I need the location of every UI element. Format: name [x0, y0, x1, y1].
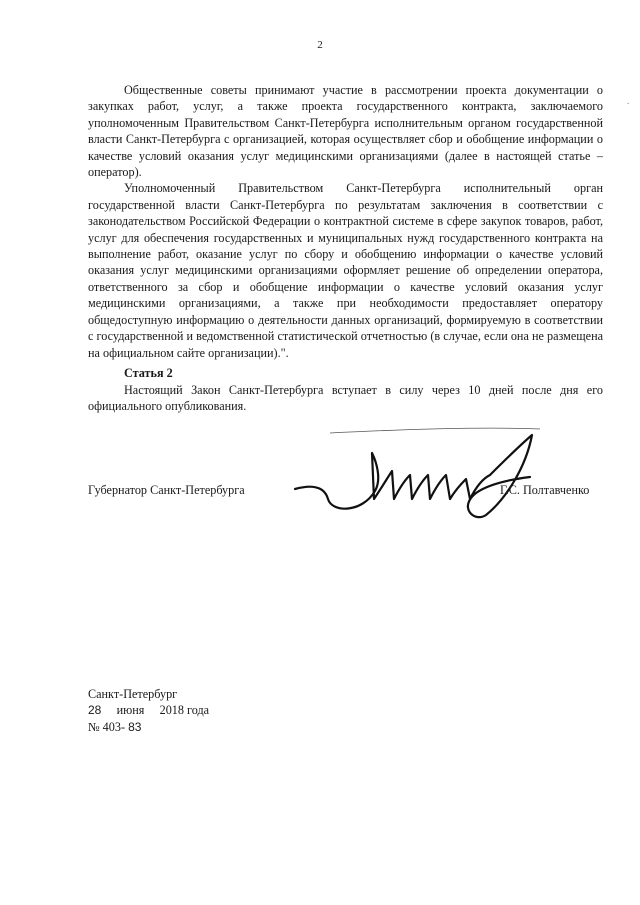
law-number-prefix: № 403- — [88, 719, 126, 734]
date-month: июня — [116, 703, 145, 718]
page-number: 2 — [317, 39, 323, 51]
footer-city: Санкт-Петербург — [88, 687, 178, 701]
paragraph-operator-decision: Уполномоченный Правительством Санкт-Петербурга исполнительный орган государственной власти Санкт-Петербурга по результатам заключения в соответствии с законодательством Российской Федерации о контрактной системе в сфере закупок товаров, работ, услуг для обеспечения государственных и муниципальных нужд государственного контракта на выполнение работ, оказание услуг по сбору и обобщению информации о качестве условий оказания услуг медицинскими организациями оформляет решение об определении оператора, ответственного за сбор и обобщение информации о качестве условий оказания услуг медицинскими организациями, а также при необходимости предоставляет оператору общедоступную информацию о деятельности данных организаций, формируемую в соответствии с государственной и ведомственной статистической отчетностью (в случае, если она не размещена на официальном сайте организации).". — [88, 181, 603, 360]
margin-mark: . — [627, 96, 630, 106]
governor-name: Г.С. Полтавченко — [500, 483, 590, 497]
date-year: 2018 года — [159, 703, 210, 718]
date-day: 28 — [88, 703, 102, 718]
article-2-text: Настоящий Закон Санкт-Петербурга вступает в силу через 10 дней после дня его официального опубликования. — [88, 383, 603, 414]
footer-number — [88, 719, 209, 735]
paragraph-public-councils: Общественные советы принимают участие в рассмотрении проекта документации о закупках работ, услуг, а также проекта государственного контракта, заключаемого уполномоченным Правительством Санкт-Петербурга исполнительным органом государственной власти Санкт-Петербурга с организацией, которая осуществляет сбор и обобщение информации о качестве условий оказания услуг медицинскими организациями (далее в настоящей статье – оператор). — [88, 83, 603, 180]
footer-date — [88, 702, 209, 718]
law-number-suffix: 83 — [128, 719, 142, 734]
handwritten-signature — [290, 415, 550, 530]
document-footer — [88, 686, 209, 735]
article-2-title: Статья 2 — [124, 366, 173, 380]
law-body-text — [88, 82, 603, 361]
governor-title: Губернатор Санкт-Петербурга — [88, 483, 245, 497]
